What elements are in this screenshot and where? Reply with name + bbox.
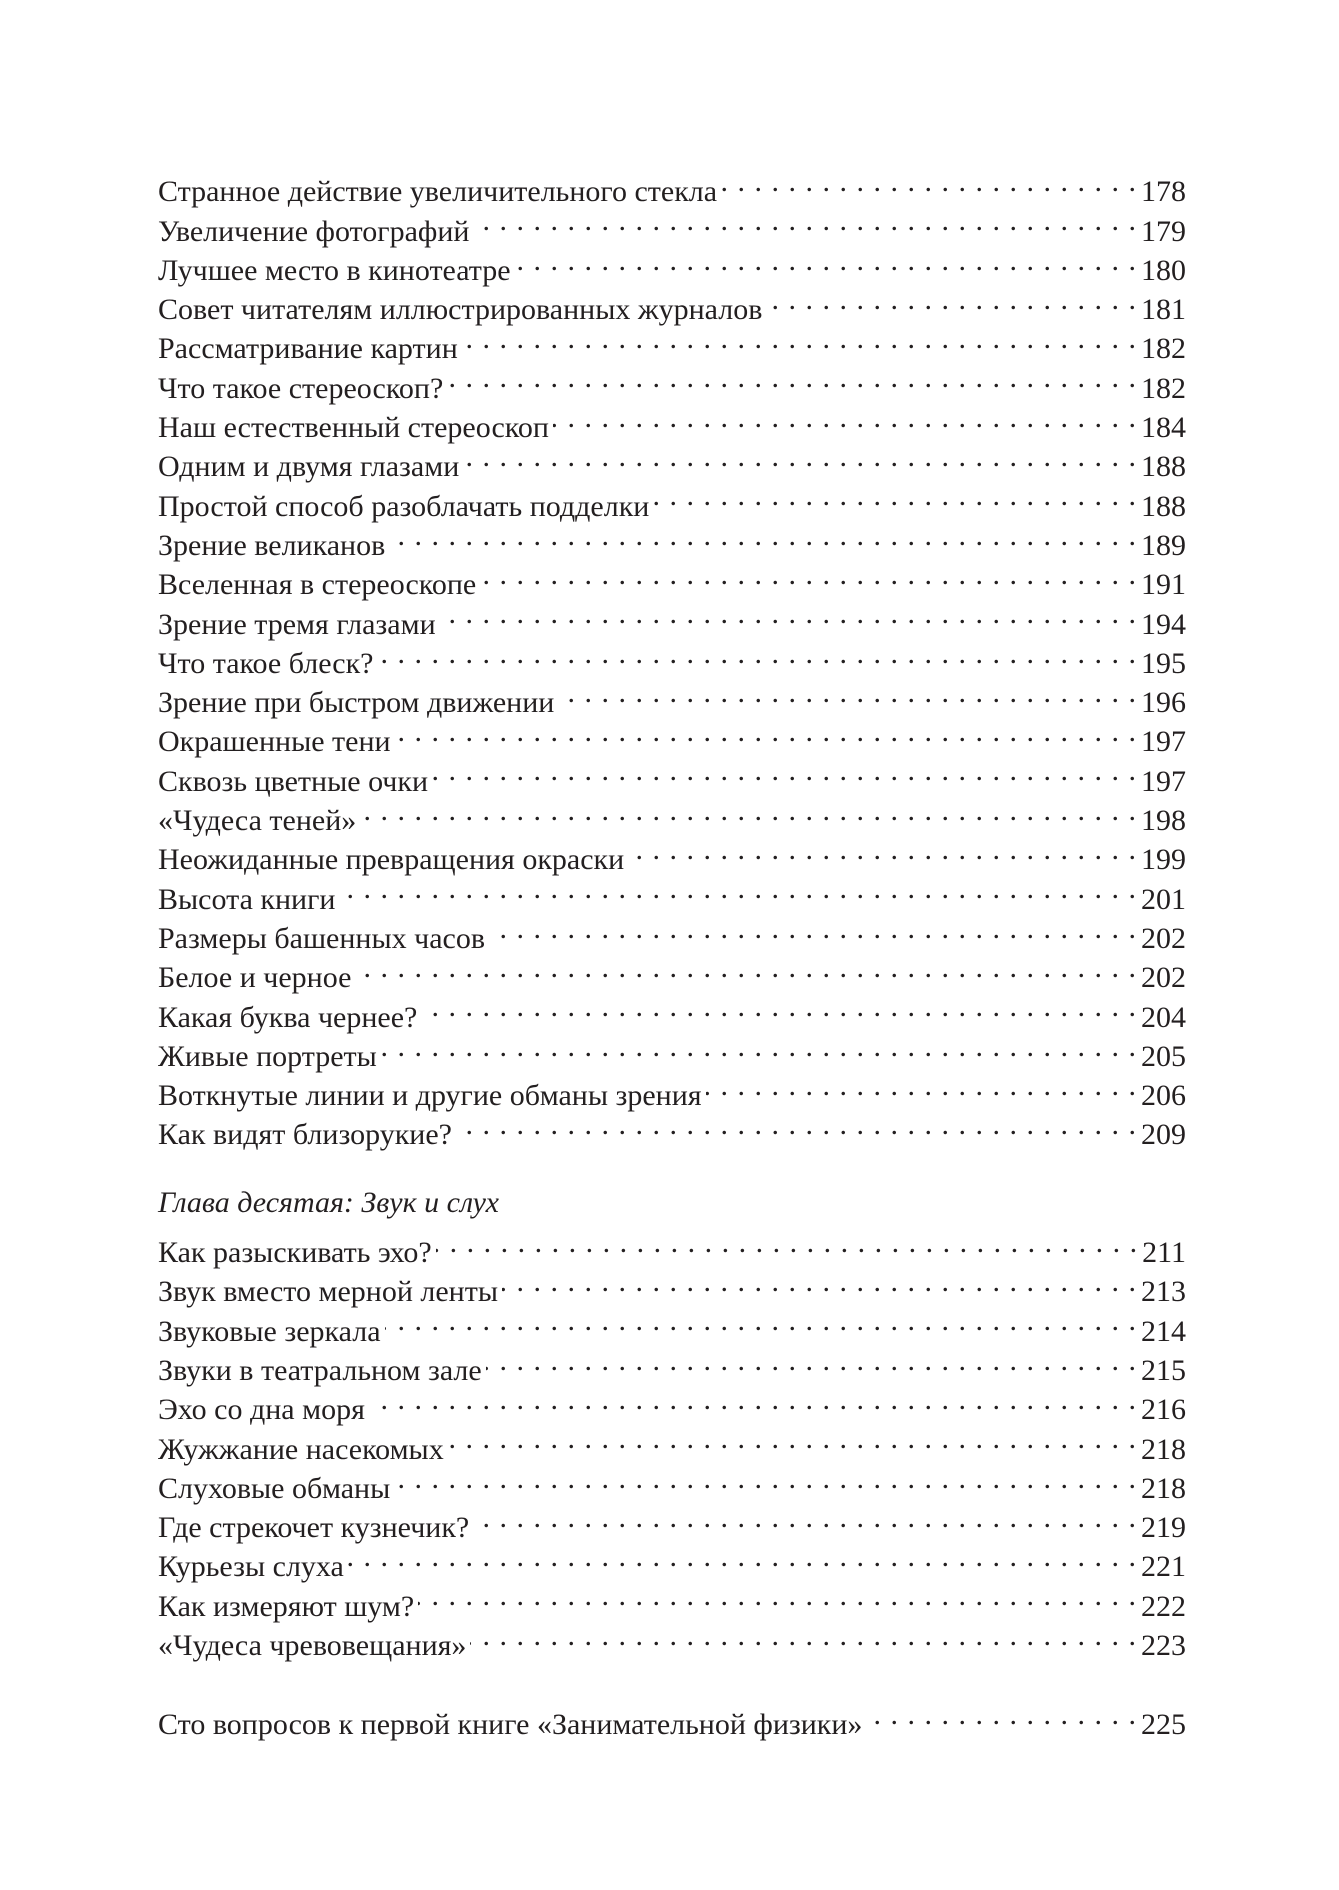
dot-leader (653, 476, 1137, 515)
toc-entry-page-number: 221 (1141, 1550, 1186, 1584)
toc-entry-title: Звуковые зеркала (158, 1314, 381, 1348)
toc-entry-page-number: 195 (1141, 646, 1186, 680)
toc-entry-page-number: 182 (1141, 371, 1186, 405)
dot-leader (339, 869, 1137, 908)
toc-entry-page-number: 196 (1141, 686, 1186, 720)
dot-leader (394, 1459, 1137, 1498)
toc-entry-page-number: 197 (1141, 725, 1186, 759)
dot-leader (436, 1223, 1138, 1262)
dot-leader (418, 1576, 1137, 1615)
dot-leader (395, 712, 1137, 751)
dot-leader (381, 1027, 1137, 1066)
toc-entry-title: «Чудеса теней» (158, 804, 357, 838)
dot-leader (360, 791, 1137, 830)
dot-leader (440, 594, 1137, 633)
toc-entry-page-number: 188 (1141, 489, 1186, 523)
toc-entry-title: «Чудеса чревовещания» (158, 1628, 467, 1662)
toc-entry-title: Зрение при быстром движении (158, 686, 555, 720)
dot-leader (766, 280, 1137, 319)
toc-entry-title: Неожиданные превращения окраски (158, 843, 625, 877)
toc-entry-title: Что такое блеск? (158, 646, 374, 680)
toc-entry-page-number: 214 (1141, 1314, 1186, 1348)
toc-entry-title: Слуховые обманы (158, 1471, 391, 1505)
dot-leader (706, 1066, 1137, 1105)
toc-entry-title: Зрение великанов (158, 528, 386, 562)
dot-leader (515, 241, 1137, 280)
dot-leader (378, 634, 1138, 673)
toc-entry-title: Странное действие увеличительного стекла (158, 175, 718, 209)
dot-leader (486, 1341, 1137, 1380)
toc-entry-page-number: 198 (1141, 804, 1186, 838)
toc-entry-page-number: 182 (1141, 332, 1186, 366)
toc-entry-title: Белое и черное (158, 961, 352, 995)
toc-entry-page-number: 180 (1141, 253, 1186, 287)
dot-leader (432, 751, 1137, 790)
dot-leader (473, 201, 1137, 240)
toc-entry-title: Звуки в театральном зале (158, 1353, 482, 1387)
toc-section-final (158, 1695, 1186, 1742)
toc-entry-title: Сто вопросов к первой книге «Занимательной физики» (158, 1708, 863, 1742)
toc-entry-title: Окрашенные тени (158, 725, 391, 759)
toc-section-sound (158, 1223, 1186, 1662)
dot-leader (473, 1498, 1137, 1537)
toc-entry[interactable] (158, 1223, 1186, 1270)
dot-leader (502, 1262, 1137, 1301)
toc-entry-page-number: 205 (1141, 1039, 1186, 1073)
toc-entry-title: Одним и двумя глазами (158, 450, 460, 484)
toc-entry-title: Звук вместо мерной ленты (158, 1275, 498, 1309)
toc-entry-page-number: 194 (1141, 607, 1186, 641)
toc-entry-page-number: 188 (1141, 450, 1186, 484)
toc-entry-title: Простой способ разоблачать подделки (158, 489, 650, 523)
dot-leader (866, 1695, 1137, 1734)
toc-entry-page-number: 181 (1141, 293, 1186, 327)
dot-leader (480, 555, 1137, 594)
dot-leader (348, 1537, 1137, 1576)
toc-entry-page-number: 216 (1141, 1393, 1186, 1427)
dot-leader (553, 398, 1137, 437)
toc-entry-page-number: 223 (1141, 1628, 1186, 1662)
toc-entry-page-number: 178 (1141, 175, 1186, 209)
table-of-contents (158, 162, 1186, 1742)
toc-entry-page-number: 189 (1141, 528, 1186, 562)
toc-entry-title: Сквозь цветные очки (158, 764, 429, 798)
dot-leader (489, 909, 1137, 948)
toc-entry-page-number: 202 (1141, 961, 1186, 995)
toc-entry-title: Увеличение фотографий (158, 214, 470, 248)
toc-entry-title: Совет читателям иллюстрированных журналов (158, 293, 763, 327)
toc-entry-page-number: 179 (1141, 214, 1186, 248)
toc-entry-page-number: 219 (1141, 1511, 1186, 1545)
toc-entry-page-number: 199 (1141, 843, 1186, 877)
toc-entry-title: Как видят близорукие? (158, 1118, 452, 1152)
toc-entry-title: Как измеряют шум? (158, 1589, 415, 1623)
toc-entry-title: Лучшее место в кинотеатре (158, 253, 511, 287)
toc-entry-page-number: 206 (1141, 1079, 1186, 1113)
dot-leader (369, 1380, 1137, 1419)
dot-leader (389, 516, 1137, 555)
toc-entry-title: Рассматривание картин (158, 332, 458, 366)
toc-entry-title: Живые портреты (158, 1039, 377, 1073)
toc-entry-page-number: 197 (1141, 764, 1186, 798)
dot-leader (421, 987, 1137, 1026)
toc-entry-title: Что такое стереоскоп? (158, 371, 444, 405)
toc-entry-title: Где стрекочет кузнечик? (158, 1511, 470, 1545)
toc-entry-page-number: 211 (1142, 1236, 1186, 1270)
toc-entry-title: Размеры башенных часов (158, 921, 486, 955)
toc-entry-title: Курьезы слуха (158, 1550, 344, 1584)
dot-leader (462, 319, 1137, 358)
dot-leader (721, 162, 1137, 201)
toc-entry-title: Вселенная в стереоскопе (158, 568, 477, 602)
toc-entry-title: Как разыскивать эхо? (158, 1236, 432, 1270)
toc-entry-title: Жужжание насекомых (158, 1432, 444, 1466)
toc-entry-page-number: 209 (1141, 1118, 1186, 1152)
toc-entry-page-number: 218 (1141, 1471, 1186, 1505)
toc-entry-page-number: 202 (1141, 921, 1186, 955)
toc-section-optics (158, 162, 1186, 1152)
toc-entry-page-number: 191 (1141, 568, 1186, 602)
dot-leader (385, 1301, 1137, 1340)
dot-leader (558, 673, 1137, 712)
toc-entry[interactable] (158, 1695, 1186, 1742)
toc-entry-page-number: 225 (1141, 1708, 1186, 1742)
toc-entry-page-number: 215 (1141, 1353, 1186, 1387)
dot-leader (456, 1105, 1137, 1144)
toc-entry-title: Эхо со дна моря (158, 1393, 365, 1427)
dot-leader (355, 948, 1137, 987)
toc-entry-page-number: 218 (1141, 1432, 1186, 1466)
toc-entry-title: Зрение тремя глазами (158, 607, 436, 641)
dot-leader (628, 830, 1137, 869)
toc-entry-title: Какая буква чернее? (158, 1000, 418, 1034)
dot-leader (463, 437, 1137, 476)
toc-entry-page-number: 222 (1141, 1589, 1186, 1623)
chapter-heading: Глава десятая: Звук и слух (158, 1186, 499, 1220)
dot-leader (448, 1419, 1137, 1458)
toc-entry-page-number: 201 (1141, 882, 1186, 916)
dot-leader (447, 358, 1137, 397)
toc-entry-page-number: 204 (1141, 1000, 1186, 1034)
toc-entry-page-number: 184 (1141, 411, 1186, 445)
toc-entry-title: Высота книги (158, 882, 336, 916)
toc-entry[interactable] (158, 162, 1186, 209)
dot-leader (470, 1616, 1137, 1655)
toc-entry-title: Наш естественный стереоскоп (158, 411, 549, 445)
toc-entry-title: Воткнутые линии и другие обманы зрения (158, 1079, 702, 1113)
toc-entry-page-number: 213 (1141, 1275, 1186, 1309)
